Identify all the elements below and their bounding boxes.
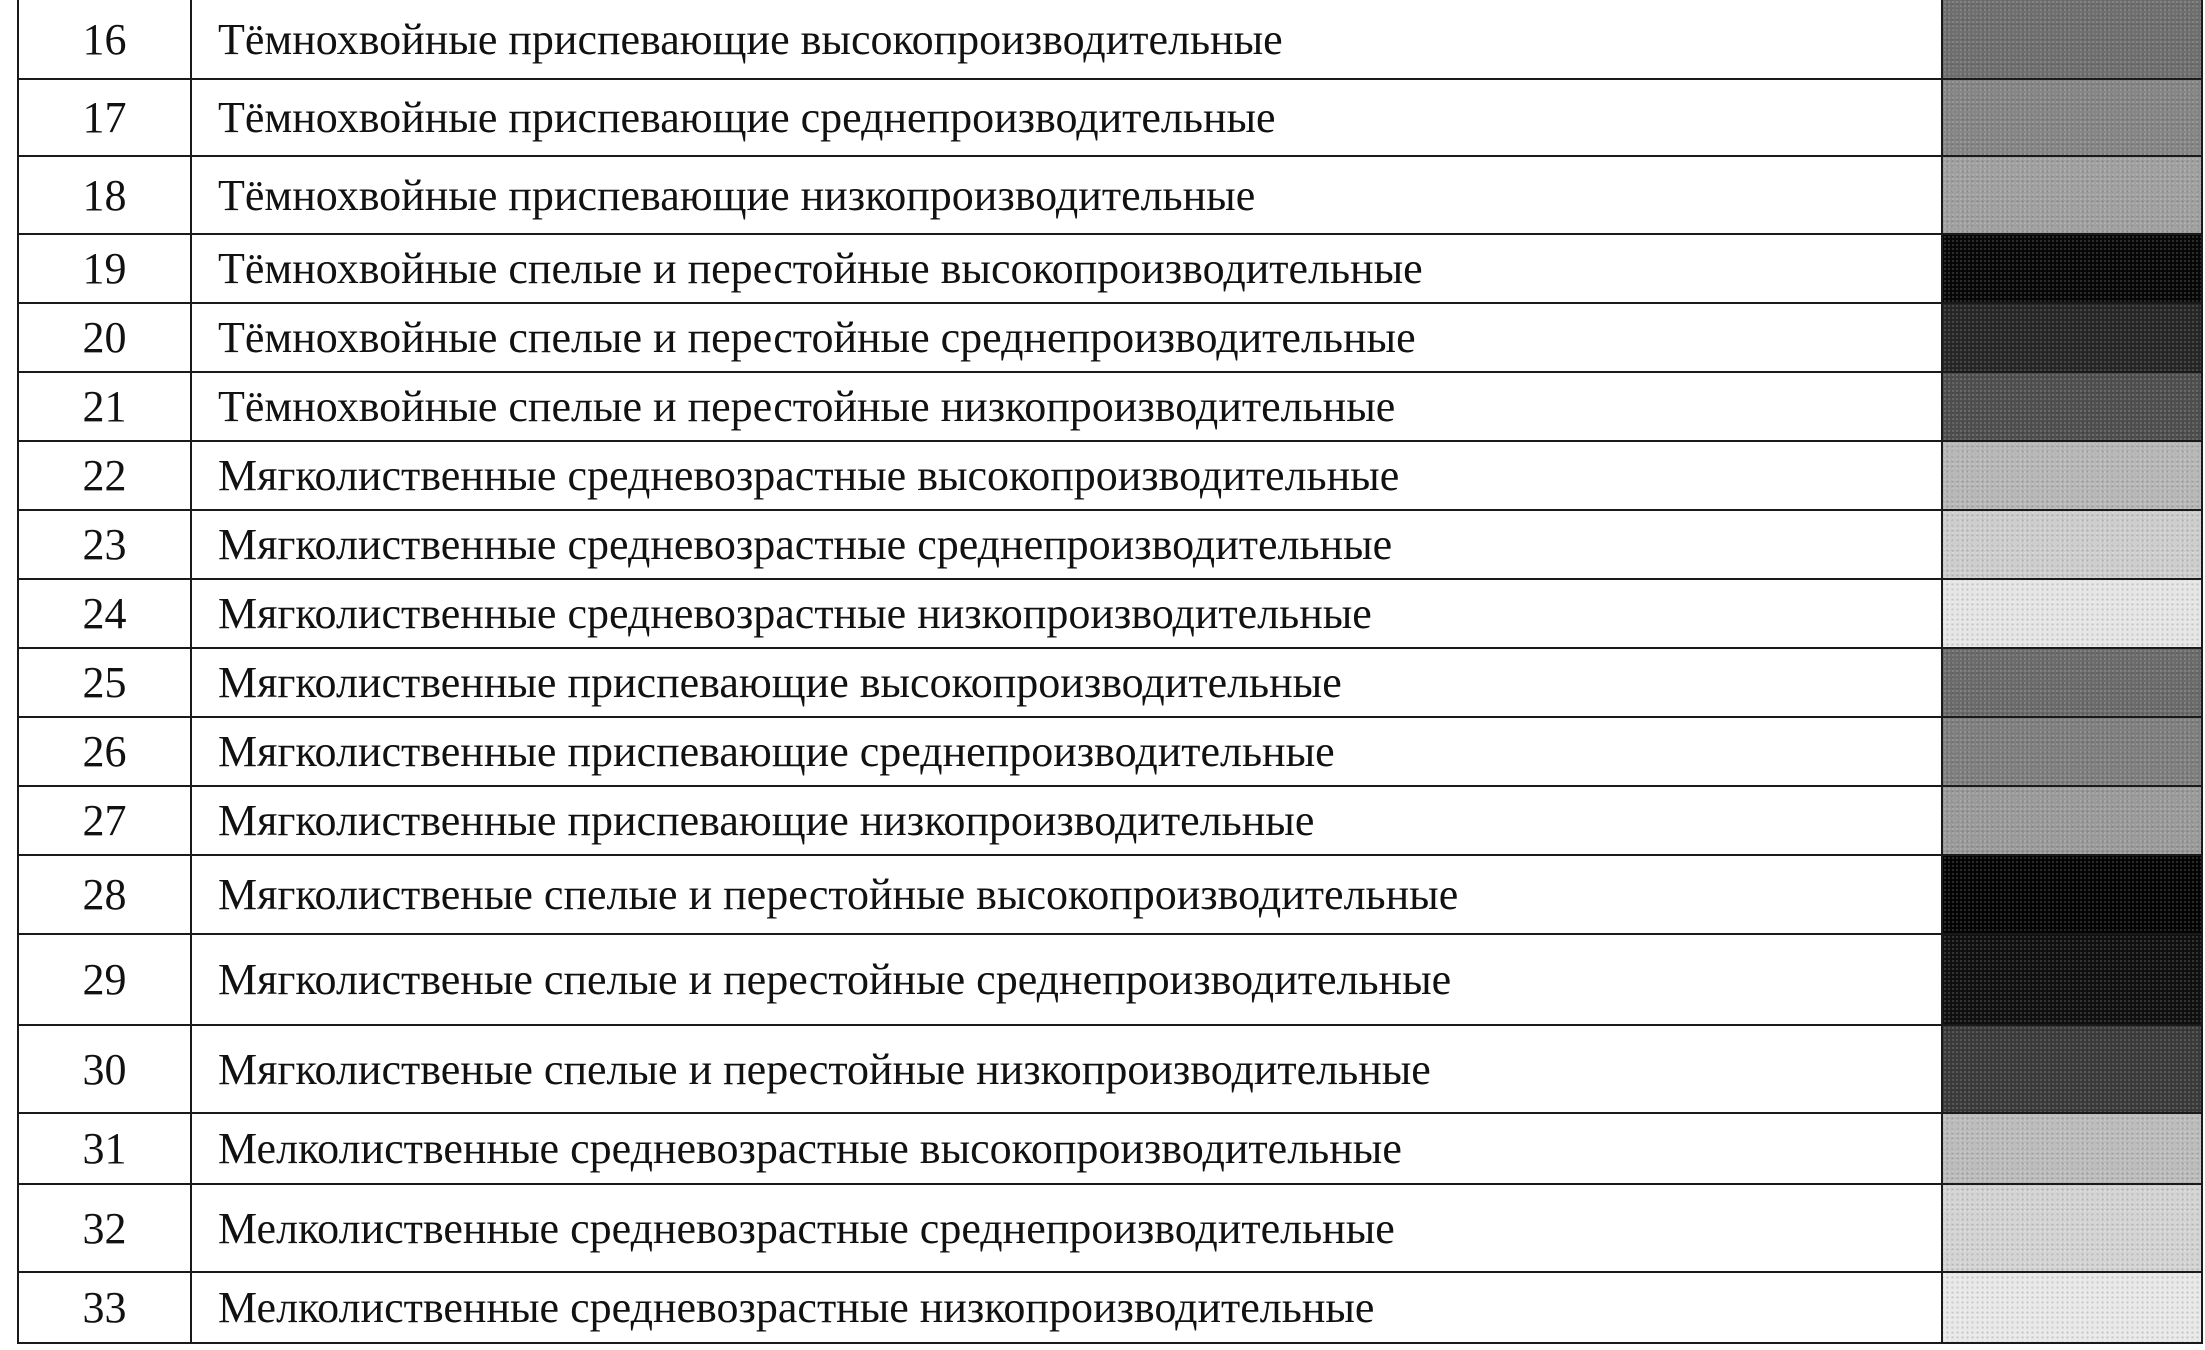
class-number: 31 bbox=[18, 1113, 191, 1184]
legend-row bbox=[18, 372, 2202, 441]
color-swatch bbox=[1943, 235, 2201, 302]
color-swatch bbox=[1943, 649, 2201, 716]
class-number: 22 bbox=[18, 441, 191, 510]
class-name: Тёмнохвойные спелые и перестойные высокопроизводительные bbox=[191, 234, 1942, 303]
class-name: Мягколиственые спелые и перестойные высокопроизводительные bbox=[191, 855, 1942, 934]
legend-row bbox=[18, 1113, 2202, 1184]
legend-row bbox=[18, 1272, 2202, 1343]
class-name: Мелколиственные средневозрастные высокопроизводительные bbox=[191, 1113, 1942, 1184]
class-name: Тёмнохвойные приспевающие высокопроизводительные bbox=[191, 0, 1942, 79]
color-swatch bbox=[1943, 0, 2201, 78]
class-name: Тёмнохвойные приспевающие низкопроизводительные bbox=[191, 156, 1942, 234]
class-number: 27 bbox=[18, 786, 191, 855]
class-name: Тёмнохвойные спелые и перестойные низкопроизводительные bbox=[191, 372, 1942, 441]
legend-row bbox=[18, 441, 2202, 510]
class-name: Мягколиственые спелые и перестойные среднепроизводительные bbox=[191, 934, 1942, 1025]
class-number: 20 bbox=[18, 303, 191, 372]
color-swatch bbox=[1943, 442, 2201, 509]
class-name: Тёмнохвойные приспевающие среднепроизводительные bbox=[191, 79, 1942, 156]
class-number: 19 bbox=[18, 234, 191, 303]
class-name: Мягколиственные приспевающие высокопроизводительные bbox=[191, 648, 1942, 717]
color-swatch bbox=[1943, 1273, 2201, 1342]
class-name: Мягколиственные приспевающие низкопроизводительные bbox=[191, 786, 1942, 855]
legend-row bbox=[18, 79, 2202, 156]
forest-legend-table bbox=[17, 0, 2203, 1344]
class-number: 24 bbox=[18, 579, 191, 648]
color-swatch bbox=[1943, 304, 2201, 371]
class-name: Тёмнохвойные спелые и перестойные среднепроизводительные bbox=[191, 303, 1942, 372]
color-swatch bbox=[1943, 157, 2201, 233]
class-number: 29 bbox=[18, 934, 191, 1025]
legend-row bbox=[18, 156, 2202, 234]
legend-row bbox=[18, 510, 2202, 579]
class-number: 28 bbox=[18, 855, 191, 934]
legend-row bbox=[18, 934, 2202, 1025]
class-number: 26 bbox=[18, 717, 191, 786]
color-swatch bbox=[1943, 80, 2201, 155]
class-number: 18 bbox=[18, 156, 191, 234]
color-swatch bbox=[1943, 511, 2201, 578]
color-swatch bbox=[1943, 856, 2201, 933]
legend-row bbox=[18, 1025, 2202, 1113]
class-name: Мягколиственные средневозрастные среднепроизводительные bbox=[191, 510, 1942, 579]
class-number: 17 bbox=[18, 79, 191, 156]
class-name: Мягколиственные средневозрастные низкопроизводительные bbox=[191, 579, 1942, 648]
class-name: Мягколиственые спелые и перестойные низкопроизводительные bbox=[191, 1025, 1942, 1113]
legend-row bbox=[18, 855, 2202, 934]
class-name: Мягколиственные средневозрастные высокопроизводительные bbox=[191, 441, 1942, 510]
class-number: 16 bbox=[18, 0, 191, 79]
legend-row bbox=[18, 648, 2202, 717]
legend-rows bbox=[18, 0, 2202, 1343]
legend-row bbox=[18, 234, 2202, 303]
legend-row bbox=[18, 303, 2202, 372]
color-swatch bbox=[1943, 787, 2201, 854]
class-name: Мелколиственные средневозрастные среднепроизводительные bbox=[191, 1184, 1942, 1272]
legend-row bbox=[18, 786, 2202, 855]
legend-row bbox=[18, 579, 2202, 648]
class-number: 30 bbox=[18, 1025, 191, 1113]
color-swatch bbox=[1943, 1185, 2201, 1271]
color-swatch bbox=[1943, 1026, 2201, 1112]
class-name: Мягколиственные приспевающие среднепроизводительные bbox=[191, 717, 1942, 786]
class-number: 23 bbox=[18, 510, 191, 579]
class-number: 25 bbox=[18, 648, 191, 717]
class-name: Мелколиственные средневозрастные низкопроизводительные bbox=[191, 1272, 1942, 1343]
legend-row bbox=[18, 1184, 2202, 1272]
legend-row bbox=[18, 0, 2202, 79]
legend-row bbox=[18, 717, 2202, 786]
color-swatch bbox=[1943, 580, 2201, 647]
class-number: 33 bbox=[18, 1272, 191, 1343]
color-swatch bbox=[1943, 373, 2201, 440]
color-swatch bbox=[1943, 935, 2201, 1024]
color-swatch bbox=[1943, 1114, 2201, 1183]
class-number: 32 bbox=[18, 1184, 191, 1272]
class-number: 21 bbox=[18, 372, 191, 441]
color-swatch bbox=[1943, 718, 2201, 785]
